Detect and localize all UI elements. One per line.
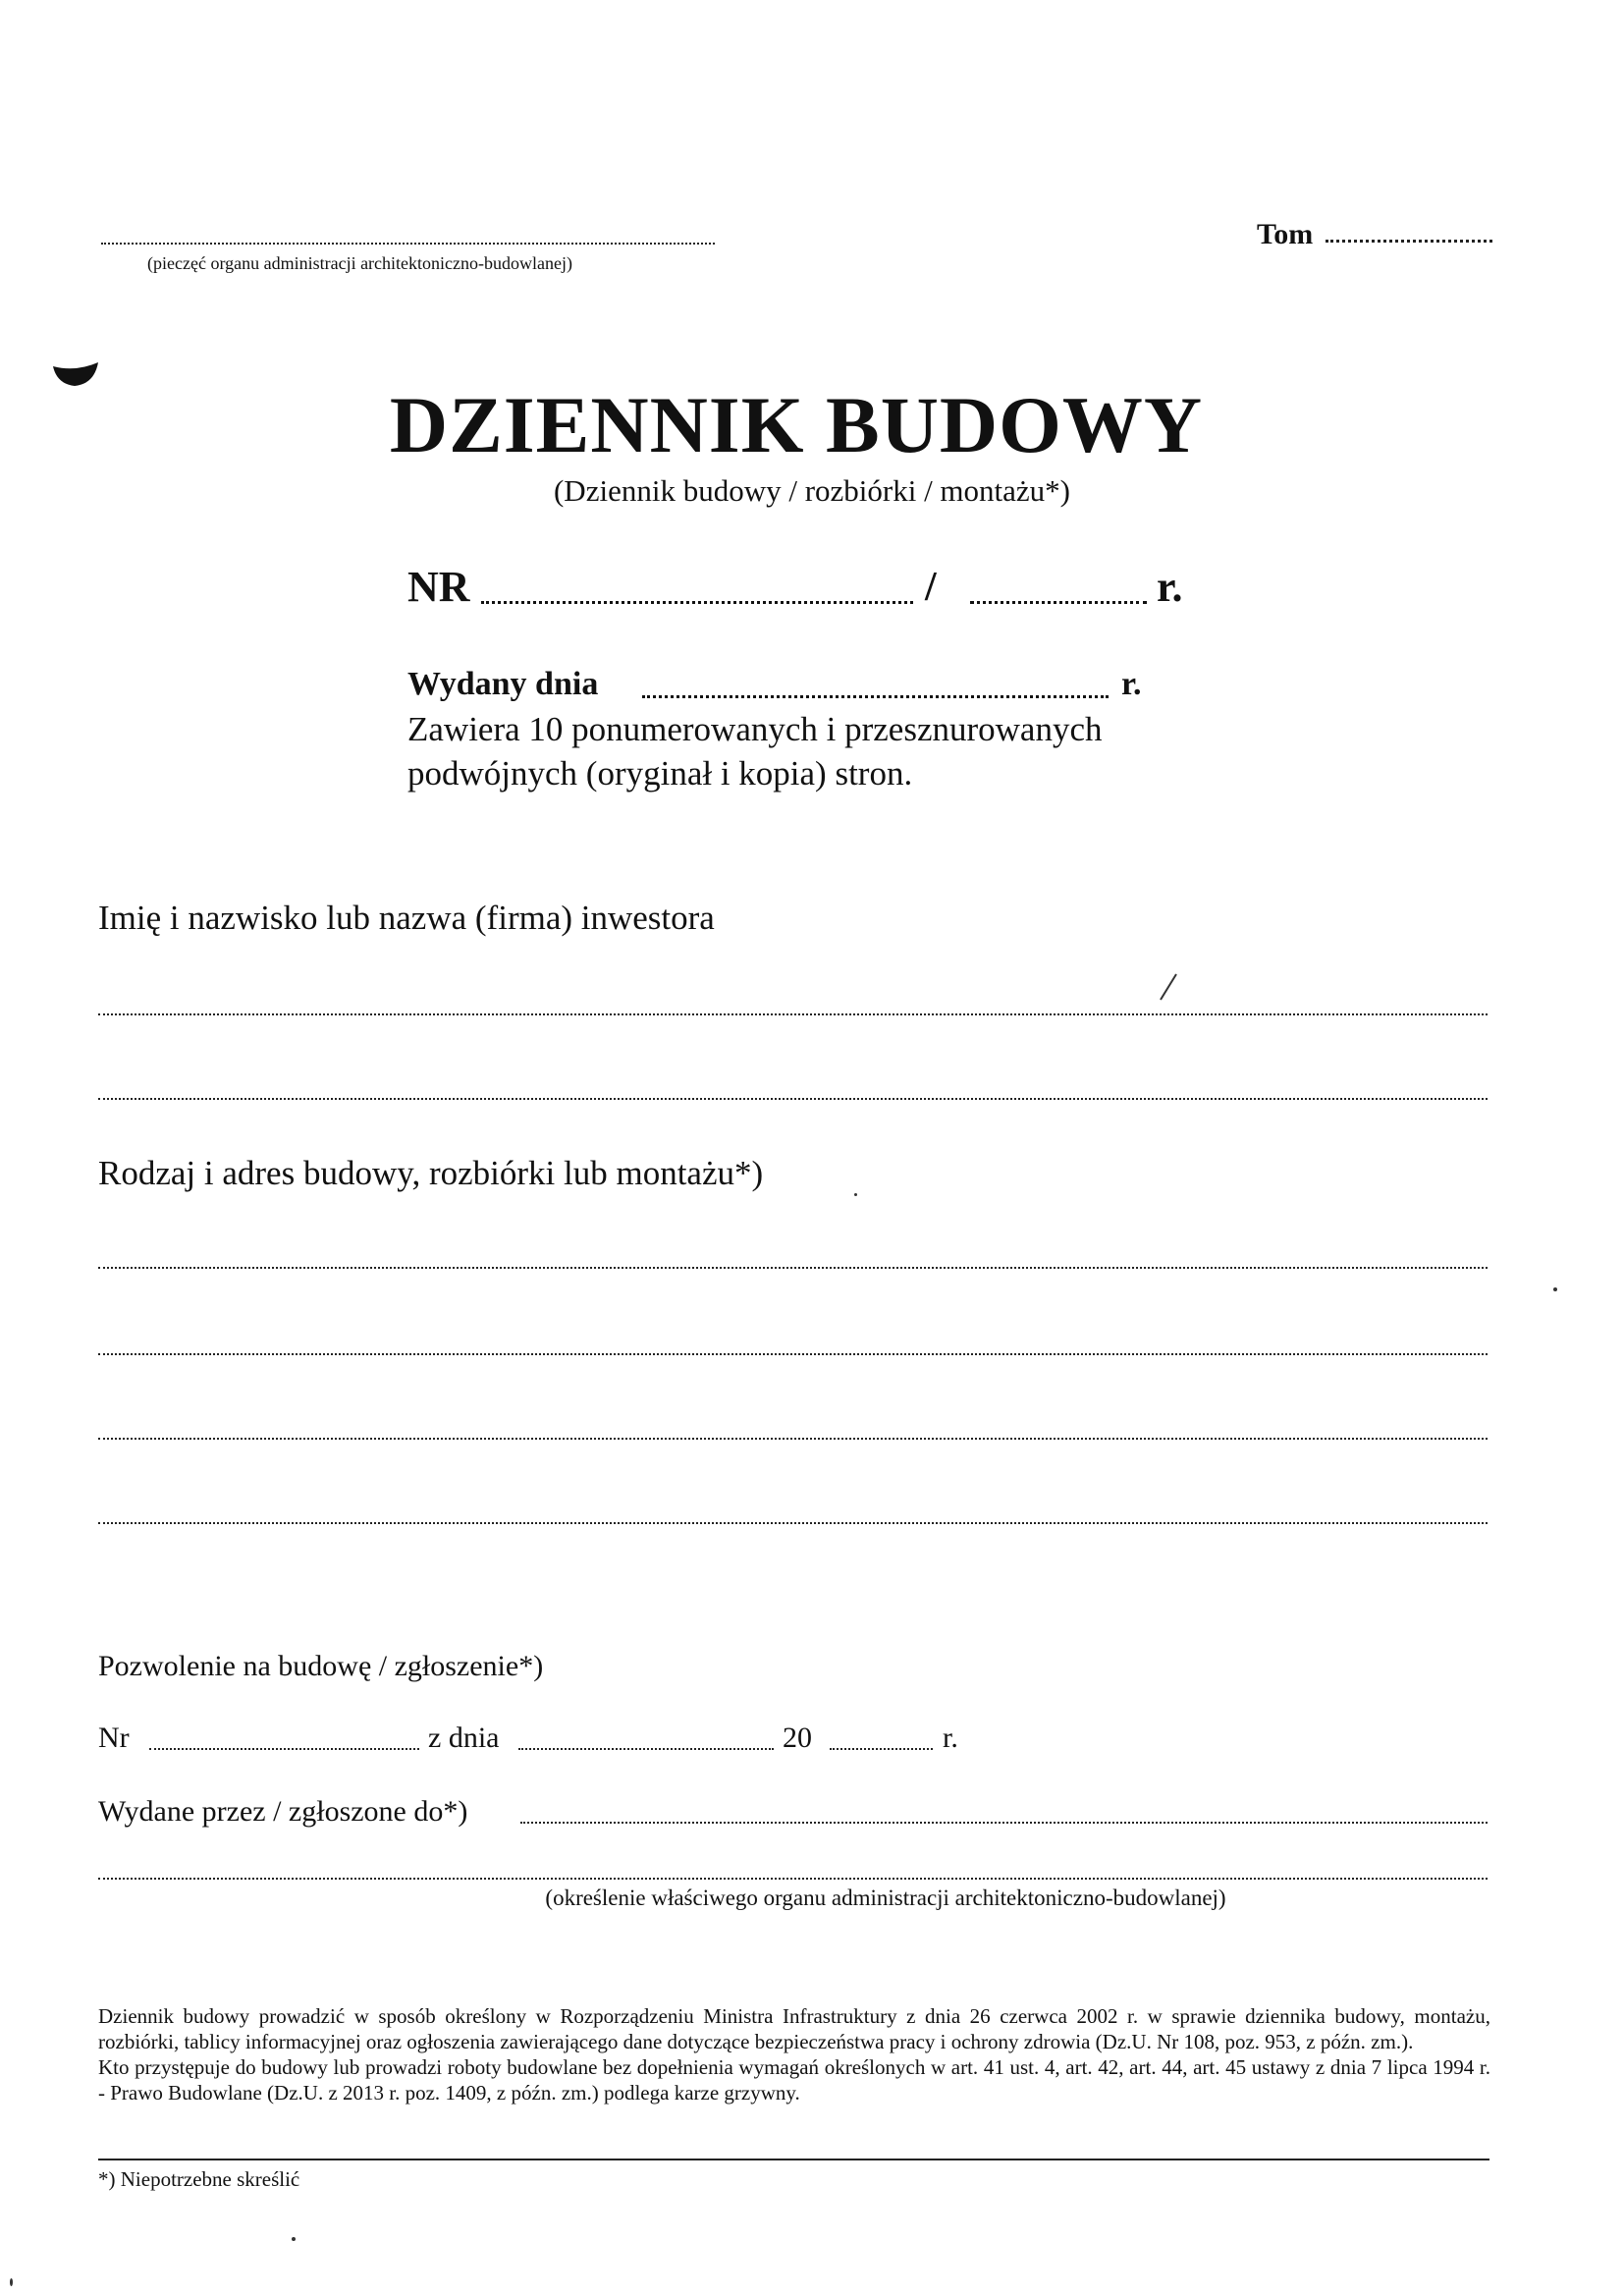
stamp-caption: (pieczęć organu administracji architektoniczno-budowlanej): [147, 253, 572, 273]
construction-field-line-2[interactable]: [98, 1353, 1488, 1355]
stamp-signature-line[interactable]: [101, 243, 715, 245]
construction-field-line-1[interactable]: [98, 1267, 1488, 1269]
construction-field-line-3[interactable]: [98, 1438, 1488, 1440]
page-count-statement: Zawiera 10 ponumerowanych i przesznurowanych podwójnych (oryginał i kopia) stron.: [407, 710, 1103, 793]
permit-date-label: z dnia: [428, 1722, 500, 1754]
nr-year-suffix: r.: [1157, 563, 1183, 611]
construction-address-label: Rodzaj i adres budowy, rozbiórki lub montażu*): [98, 1154, 764, 1192]
investor-field-line-2[interactable]: [98, 1098, 1488, 1100]
document-title: [0, 380, 1624, 469]
document-title-text: DZIENNIK BUDOWY: [389, 380, 1204, 469]
nr-year-field[interactable]: [970, 601, 1147, 604]
investor-label: Imię i nazwisko lub nazwa (firma) inwestora: [98, 899, 715, 937]
volume-label: Tom: [1257, 218, 1314, 250]
scan-speck: [10, 2278, 13, 2286]
document-subtitle: (Dziennik budowy / rozbiórki / montażu*): [553, 473, 1071, 508]
issued-date-suffix: r.: [1121, 666, 1142, 702]
scan-speck: [854, 1193, 857, 1196]
scan-speck: [1553, 1287, 1557, 1291]
permit-nr-field[interactable]: [149, 1748, 419, 1750]
issued-by-label: Wydane przez / zgłoszone do*): [98, 1795, 468, 1828]
permit-year-field[interactable]: [830, 1748, 933, 1750]
issued-date-label: Wydany dnia: [407, 666, 599, 702]
nr-separator: /: [925, 565, 937, 610]
footer-divider: [98, 2159, 1489, 2160]
scan-punch-mark-icon: [51, 358, 100, 388]
nr-label: NR: [407, 563, 470, 611]
permit-nr-label: Nr: [98, 1722, 130, 1754]
permit-year-prefix: 20: [783, 1722, 812, 1754]
permit-date-field[interactable]: [518, 1748, 774, 1750]
issued-by-field[interactable]: [520, 1822, 1488, 1824]
authority-caption: (określenie właściwego organu administracji architektoniczno-budowlanej): [545, 1886, 1226, 1910]
scan-speck: [292, 2237, 296, 2241]
legal-note-regulation: Dziennik budowy prowadzić w sposób określony w Rozporządzeniu Ministra Infrastruktury z dnia 26 czerwca 2002 r. w sprawie dziennika budowy, montażu, rozbiórki, tablicy informacyjnej oraz ogłoszenia zawierającego dane dotyczące bezpieczeństwa pracy i ochrony zdrowia (Dz.U. Nr 108, poz. 953, z późn. zm.).: [98, 2004, 1490, 2053]
issued-date-field[interactable]: [642, 695, 1109, 698]
permit-year-suffix: r.: [943, 1722, 958, 1754]
legal-note-penalty: Kto przystępuje do budowy lub prowadzi roboty budowlane bez dopełnienia wymagań określonych w art. 41 ust. 4, art. 42, art. 44, art. 45 ustawy z dnia 7 lipca 1994 r. - Prawo Budowlane (Dz.U. z 2013 r. poz. 1409, z późn. zm.) podlega karze grzywny.: [98, 2055, 1490, 2105]
legal-notes: [98, 2003, 1490, 2105]
investor-field-line-1[interactable]: [98, 1013, 1488, 1015]
nr-number-field[interactable]: [481, 601, 913, 604]
construction-field-line-4[interactable]: [98, 1522, 1488, 1524]
pen-tick-mark-icon: [1157, 972, 1178, 1002]
volume-field[interactable]: [1326, 240, 1492, 243]
footnote: *) Niepotrzebne skreślić: [98, 2167, 300, 2191]
permit-label: Pozwolenie na budowę / zgłoszenie*): [98, 1650, 544, 1682]
authority-field-line[interactable]: [98, 1878, 1488, 1880]
